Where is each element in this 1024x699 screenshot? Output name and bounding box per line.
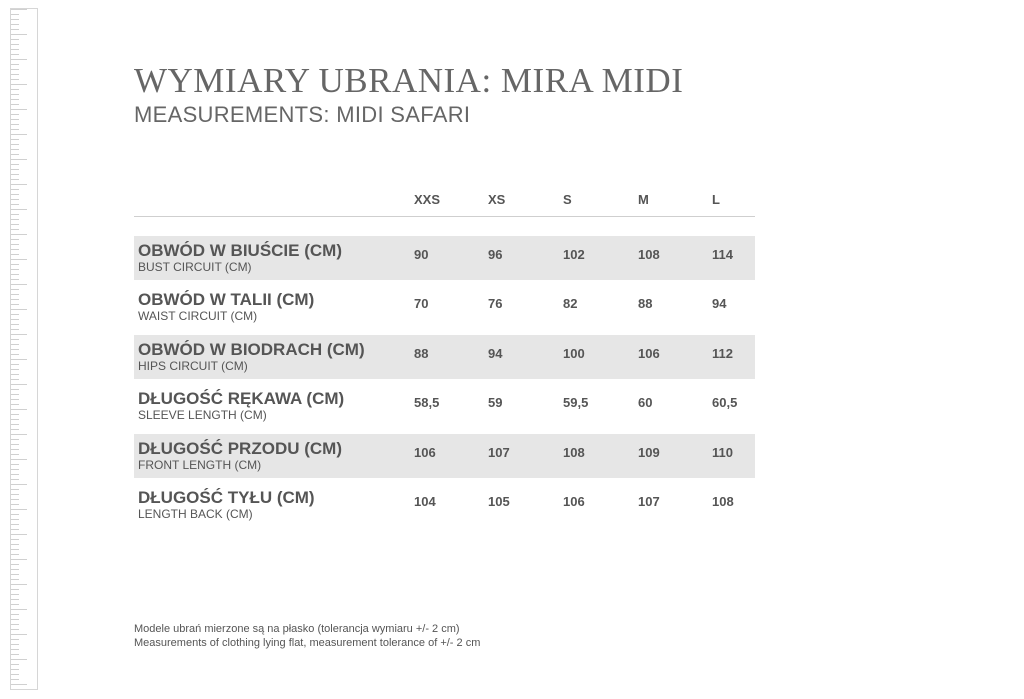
note-en: Measurements of clothing lying flat, measurement tolerance of +/- 2 cm [134, 637, 481, 649]
size-chart-table [134, 186, 755, 521]
value-cell: 102 [563, 247, 585, 262]
value-cell: 60 [638, 395, 653, 410]
measuring-ruler-decoration [10, 8, 38, 690]
value-cell: 88 [414, 346, 429, 361]
value-cell: 96 [488, 247, 503, 262]
value-cell: 106 [563, 494, 585, 509]
value-cell: 108 [563, 445, 585, 460]
row-label-en: FRONT LENGTH (CM) [138, 458, 262, 472]
row-label [138, 439, 342, 472]
page-subtitle: MEASUREMENTS: MIDI SAFARI [134, 102, 471, 127]
value-cell: 107 [488, 445, 510, 460]
value-cell: 109 [638, 445, 660, 460]
size-header-m: M [638, 192, 649, 207]
value-cell: 76 [488, 296, 503, 311]
row-label-pl: OBWÓD W TALII (CM) [138, 290, 315, 309]
table-row-sleeve [134, 384, 755, 428]
value-cell: 94 [712, 296, 727, 311]
row-label [138, 241, 342, 274]
value-cell: 58,5 [414, 395, 440, 410]
table-row-hips [134, 335, 755, 379]
value-cell: 108 [638, 247, 660, 262]
row-label-en: BUST CIRCUIT (CM) [138, 260, 252, 274]
value-cell: 105 [488, 494, 510, 509]
table-row-waist [134, 285, 755, 329]
value-cell: 106 [414, 445, 436, 460]
row-label-pl: OBWÓD W BIUŚCIE (CM) [138, 241, 342, 260]
value-cell: 70 [414, 296, 429, 311]
value-cell: 60,5 [712, 395, 738, 410]
value-cell: 114 [712, 247, 733, 262]
row-label-en: LENGTH BACK (CM) [138, 507, 253, 521]
size-header-xxs: XXS [414, 192, 441, 207]
note-pl: Modele ubrań mierzone są na płasko (tolerancja wymiaru +/- 2 cm) [134, 623, 460, 635]
row-label-pl: DŁUGOŚĆ TYŁU (CM) [138, 488, 315, 507]
value-cell: 108 [712, 494, 734, 509]
row-label [138, 488, 315, 521]
value-cell: 106 [638, 346, 660, 361]
table-row-front-length [134, 434, 755, 478]
value-cell: 90 [414, 247, 429, 262]
row-label-en: HIPS CIRCUIT (CM) [138, 359, 248, 373]
size-header-l: L [712, 192, 720, 207]
measurement-note [134, 622, 480, 650]
value-cell: 100 [563, 346, 585, 361]
table-header [134, 186, 755, 217]
value-cell: 82 [563, 296, 578, 311]
value-cell: 59,5 [563, 395, 589, 410]
row-label [138, 389, 344, 422]
row-label [138, 290, 314, 323]
value-cell: 88 [638, 296, 653, 311]
row-label-en: WAIST CIRCUIT (CM) [138, 309, 258, 323]
value-cell: 104 [414, 494, 436, 509]
row-label [138, 340, 365, 373]
value-cell: 94 [488, 346, 503, 361]
page-title: WYMIARY UBRANIA: MIRA MIDI [134, 61, 684, 100]
value-cell: 110 [712, 445, 733, 460]
table-row-back-length [134, 483, 755, 527]
size-header-xs: XS [488, 192, 506, 207]
row-label-en: SLEEVE LENGTH (CM) [138, 408, 267, 422]
table-row-bust [134, 236, 755, 280]
value-cell: 59 [488, 395, 503, 410]
row-label-pl: DŁUGOŚĆ PRZODU (CM) [138, 439, 342, 458]
size-header-s: S [563, 192, 572, 207]
value-cell: 112 [712, 346, 733, 361]
row-label-pl: DŁUGOŚĆ RĘKAWA (CM) [138, 389, 345, 408]
row-label-pl: OBWÓD W BIODRACH (CM) [138, 340, 365, 359]
value-cell: 107 [638, 494, 660, 509]
